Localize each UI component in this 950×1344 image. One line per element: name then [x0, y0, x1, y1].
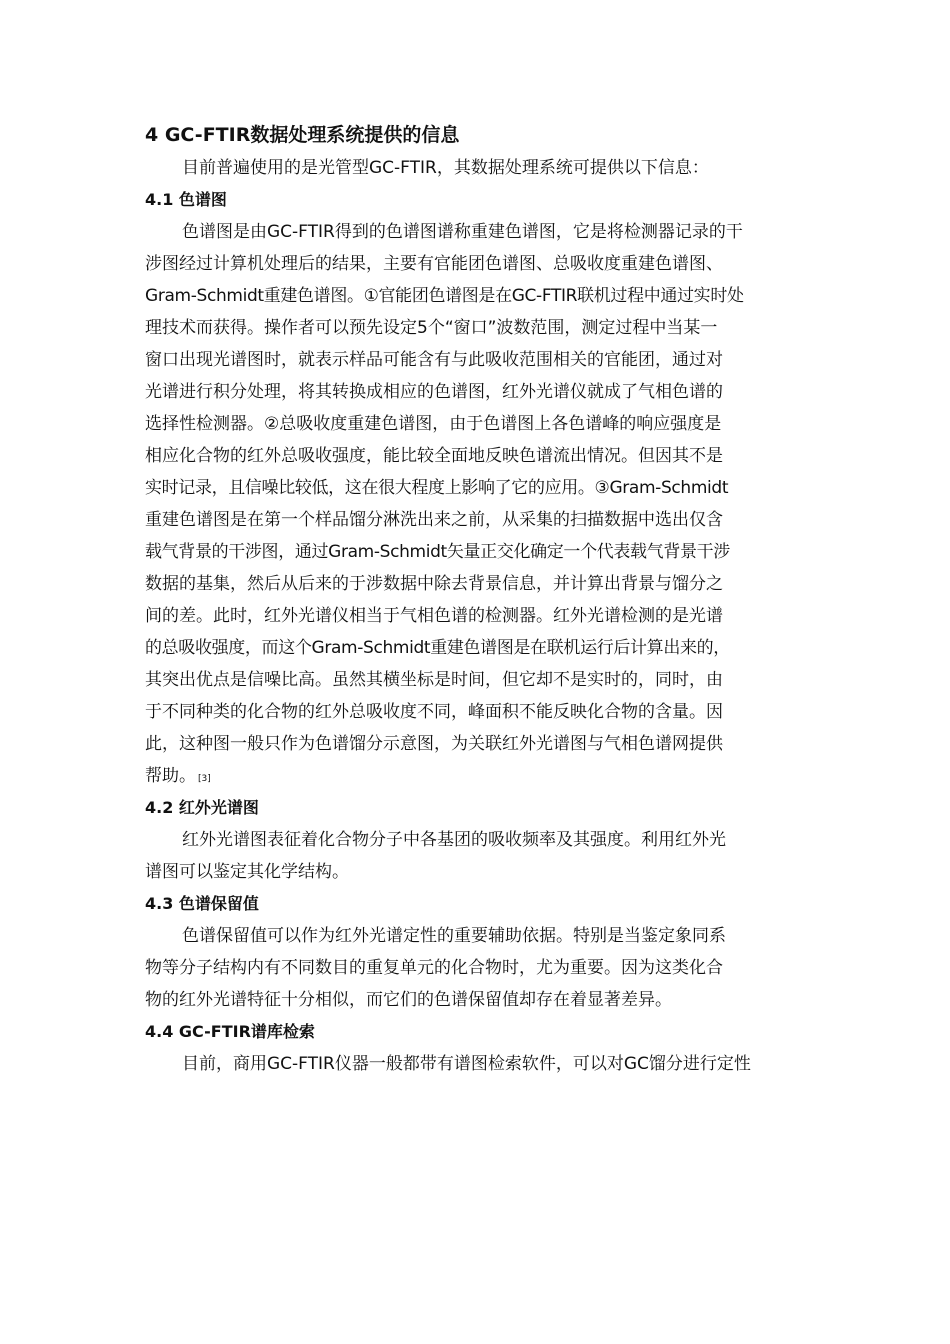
- subsection-title-4-2: 4.2 红外光谱图: [145, 798, 259, 817]
- paragraph-line: 重建色谱图是在第一个样品馏分淋洗出来之前，从采集的扫描数据中选出仅含: [145, 510, 723, 530]
- subsection-title-4-1: 4.1 色谱图: [145, 190, 227, 209]
- paragraph-line: 的总吸收强度，而这个Gram-Schmidt重建色谱图是在联机运行后计算出来的，: [145, 638, 730, 658]
- paragraph-line: [145, 760, 805, 792]
- paragraph-line: 于不同种类的化合物的红外总吸收度不同，峰面积不能反映化合物的含量。因: [145, 702, 723, 722]
- document-body: [145, 118, 805, 1080]
- paragraph-line: 其突出优点是信噪比高。虽然其横坐标是时间，但它却不是实时的，同时，由: [145, 670, 723, 690]
- paragraph-line: 窗口出现光谱图时，就表示样品可能含有与此吸收范围相关的官能团，通过对: [145, 350, 723, 370]
- paragraph-line: 间的差。此时，红外光谱仪相当于气相色谱的检测器。红外光谱检测的是光谱: [145, 606, 723, 626]
- paragraph-line: 载气背景的干涉图，通过Gram-Schmidt矢量正交化确定一个代表载气背景干涉: [145, 542, 730, 562]
- section-heading: 4 GC-FTIR数据处理系统提供的信息: [145, 124, 460, 146]
- paragraph-line-text: 帮助。: [145, 766, 196, 786]
- paragraph-line: 谱图可以鉴定其化学结构。: [145, 862, 349, 882]
- paragraph-line: 实时记录，且信噪比较低，这在很大程度上影响了它的应用。③Gram-Schmidt: [145, 478, 729, 498]
- paragraph-line: 选择性检测器。②总吸收度重建色谱图，由于色谱图上各色谱峰的响应强度是: [145, 414, 722, 434]
- paragraph-4-2: [145, 824, 805, 888]
- paragraph-line: 色谱图是由GC-FTIR得到的色谱图谱称重建色谱图，它是将检测器记录的干: [182, 222, 743, 242]
- paragraph-line: 涉图经过计算机处理后的结果，主要有官能团色谱图、总吸收度重建色谱图、: [145, 254, 723, 274]
- subsection-title-4-4: 4.4 GC-FTIR谱库检索: [145, 1022, 315, 1041]
- subsection-title-4-3: 4.3 色谱保留值: [145, 894, 259, 913]
- paragraph-line: 物的红外光谱特征十分相似，而它们的色谱保留值却存在着显著差异。: [145, 990, 672, 1010]
- paragraph-line: 数据的基集，然后从后来的于涉数据中除去背景信息，并计算出背景与馏分之: [145, 574, 723, 594]
- paragraph-line: Gram-Schmidt重建色谱图。①官能团色谱图是在GC-FTIR联机过程中通过实时处: [145, 286, 744, 306]
- intro-paragraph: [145, 152, 805, 184]
- paragraph-line: 物等分子结构内有不同数目的重复单元的化合物时，尤为重要。因为这类化合: [145, 958, 723, 978]
- paragraph-line: 目前普遍使用的是光管型GC-FTIR，其数据处理系统可提供以下信息：: [182, 158, 709, 178]
- paragraph-line: 红外光谱图表征着化合物分子中各基团的吸收频率及其强度。利用红外光: [182, 830, 726, 850]
- paragraph-4-4: [145, 1048, 805, 1080]
- paragraph-line: 目前，商用GC-FTIR仪器一般都带有谱图检索软件，可以对GC馏分进行定性: [182, 1054, 751, 1074]
- paragraph-line: 光谱进行积分处理，将其转换成相应的色谱图，红外光谱仪就成了气相色谱的: [145, 382, 723, 402]
- citation-reference: [3]: [198, 774, 211, 784]
- paragraph-line: 此，这种图一般只作为色谱馏分示意图，为关联红外光谱图与气相色谱网提供: [145, 734, 723, 754]
- paragraph-line: 色谱保留值可以作为红外光谱定性的重要辅助依据。特别是当鉴定象同系: [182, 926, 726, 946]
- paragraph-4-1: [145, 216, 805, 792]
- paragraph-4-3: [145, 920, 805, 1016]
- paragraph-line: 理技术而获得。操作者可以预先设定5个“窗口”波数范围，测定过程中当某一: [145, 318, 718, 338]
- paragraph-line: 相应化合物的红外总吸收强度，能比较全面地反映色谱流出情况。但因其不是: [145, 446, 723, 466]
